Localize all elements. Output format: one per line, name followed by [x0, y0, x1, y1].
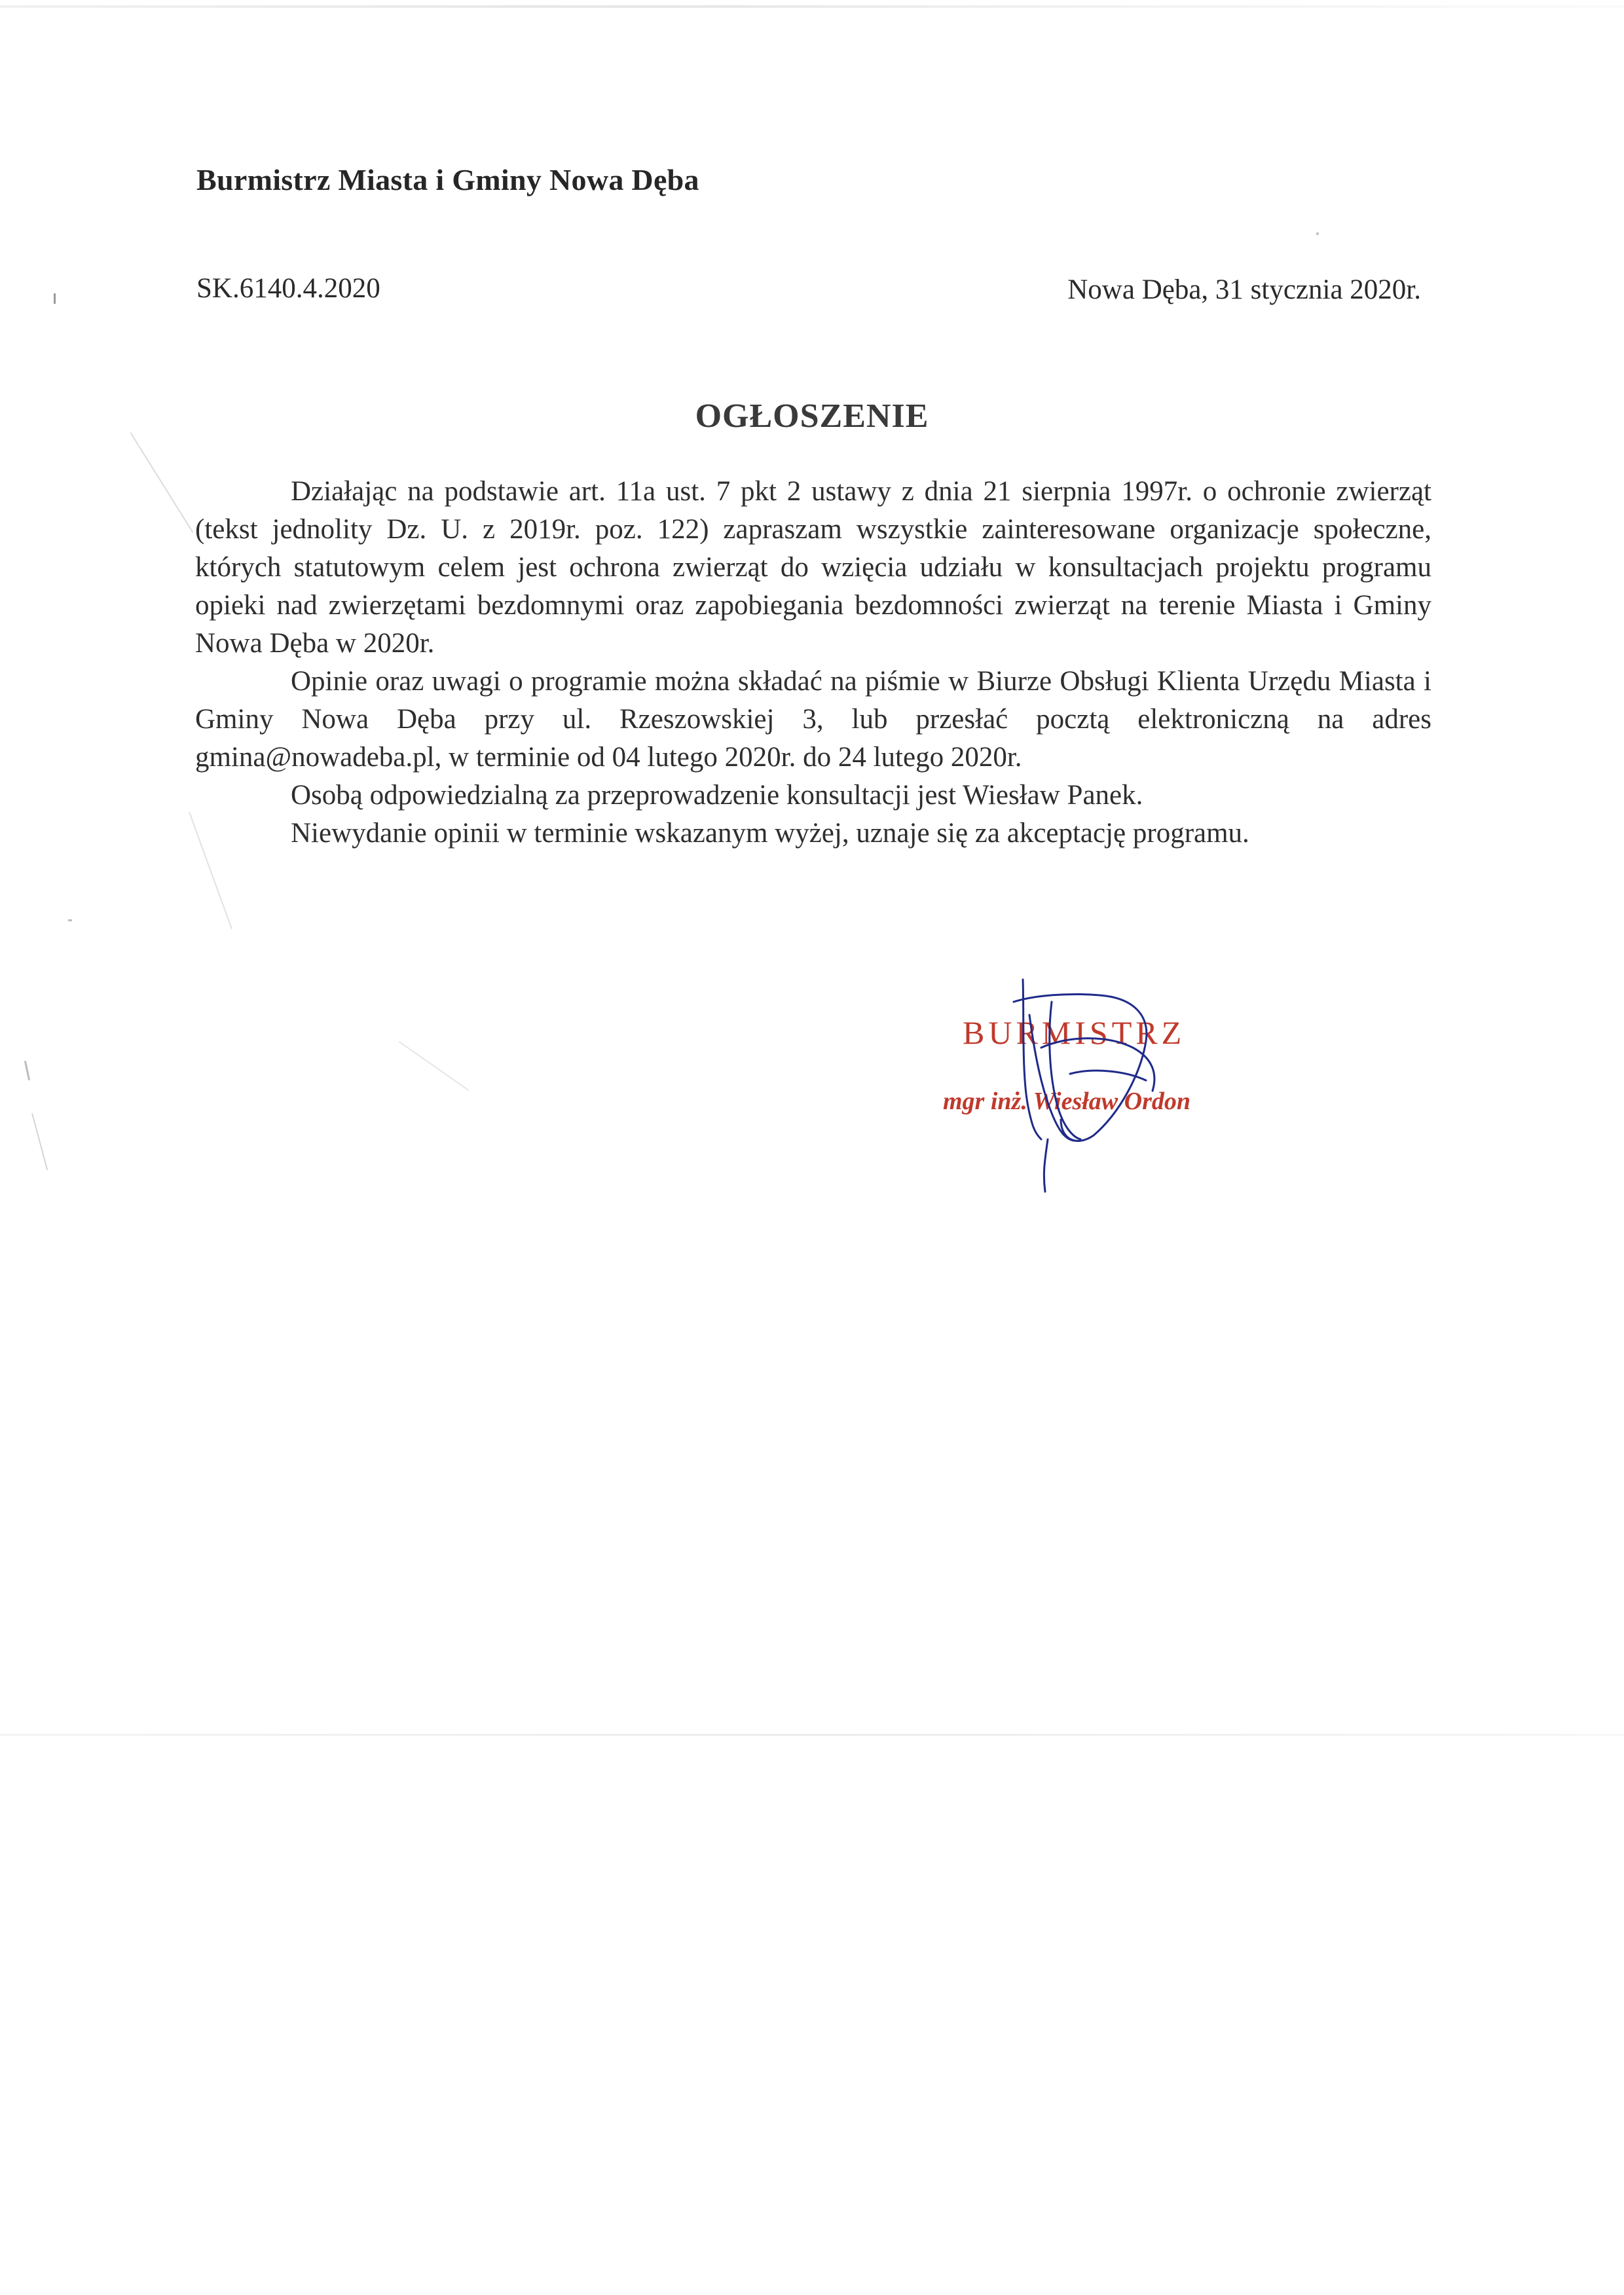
scan-edge-fold [0, 1734, 1624, 1736]
scan-streak [130, 432, 193, 533]
scan-streak [31, 1113, 48, 1170]
signature-block [936, 976, 1238, 1211]
scan-edge-top [0, 5, 1624, 8]
stamp-name: mgr inż. Wiesław Ordon [943, 1088, 1190, 1115]
paragraph-acceptance: Niewydanie opinii w terminie wskazanym wyżej, uznaje się za akceptację programu. [291, 818, 1249, 849]
place-and-date: Nowa Dęba, 31 stycznia 2020r. [1067, 274, 1421, 305]
issuer-heading: Burmistrz Miasta i Gminy Nowa Dęba [196, 163, 699, 196]
document-title: OGŁOSZENIE [695, 397, 929, 435]
scan-speck [1316, 232, 1319, 235]
paragraph-legal-basis: Działając na podstawie art. 11a ust. 7 pkt 2 ustawy z dnia 21 sierpnia 1997r. o ochronie zwierząt (tekst jednolity Dz. U. z 2019r. poz. 122) zapraszam wszystkie zainteresowane organizacje społeczne, których statutowym celem jest ochrona zwierząt do wzięcia udziału w konsultacjach projektu programu opieki nad zwierzętami bezdomnymi oraz zapobiegania bezdomności zwierząt na terenie Miasta i Gminy Nowa Dęba w 2020r. [195, 476, 1431, 659]
handwritten-signature [936, 976, 1238, 1211]
stamp-title: BURMISTRZ [963, 1014, 1186, 1051]
scan-speck [68, 919, 72, 921]
scan-speck [54, 293, 56, 304]
announcement-body [195, 473, 1431, 853]
reference-number: SK.6140.4.2020 [196, 273, 380, 304]
paragraph-responsible-person: Osobą odpowiedzialną za przeprowadzenie konsultacji jest Wiesław Panek. [291, 780, 1143, 811]
paragraph-submission: Opinie oraz uwagi o programie można składać na piśmie w Biurze Obsługi Klienta Urzędu Miasta i Gminy Nowa Dęba przy ul. Rzeszowskiej 3, lub przesłać pocztą elektroniczną na adres gmina@nowadeba.pl, w terminie od 04 lutego 2020r. do 24 lutego 2020r. [195, 666, 1431, 773]
scan-streak [399, 1041, 470, 1091]
scan-speck [24, 1061, 30, 1080]
